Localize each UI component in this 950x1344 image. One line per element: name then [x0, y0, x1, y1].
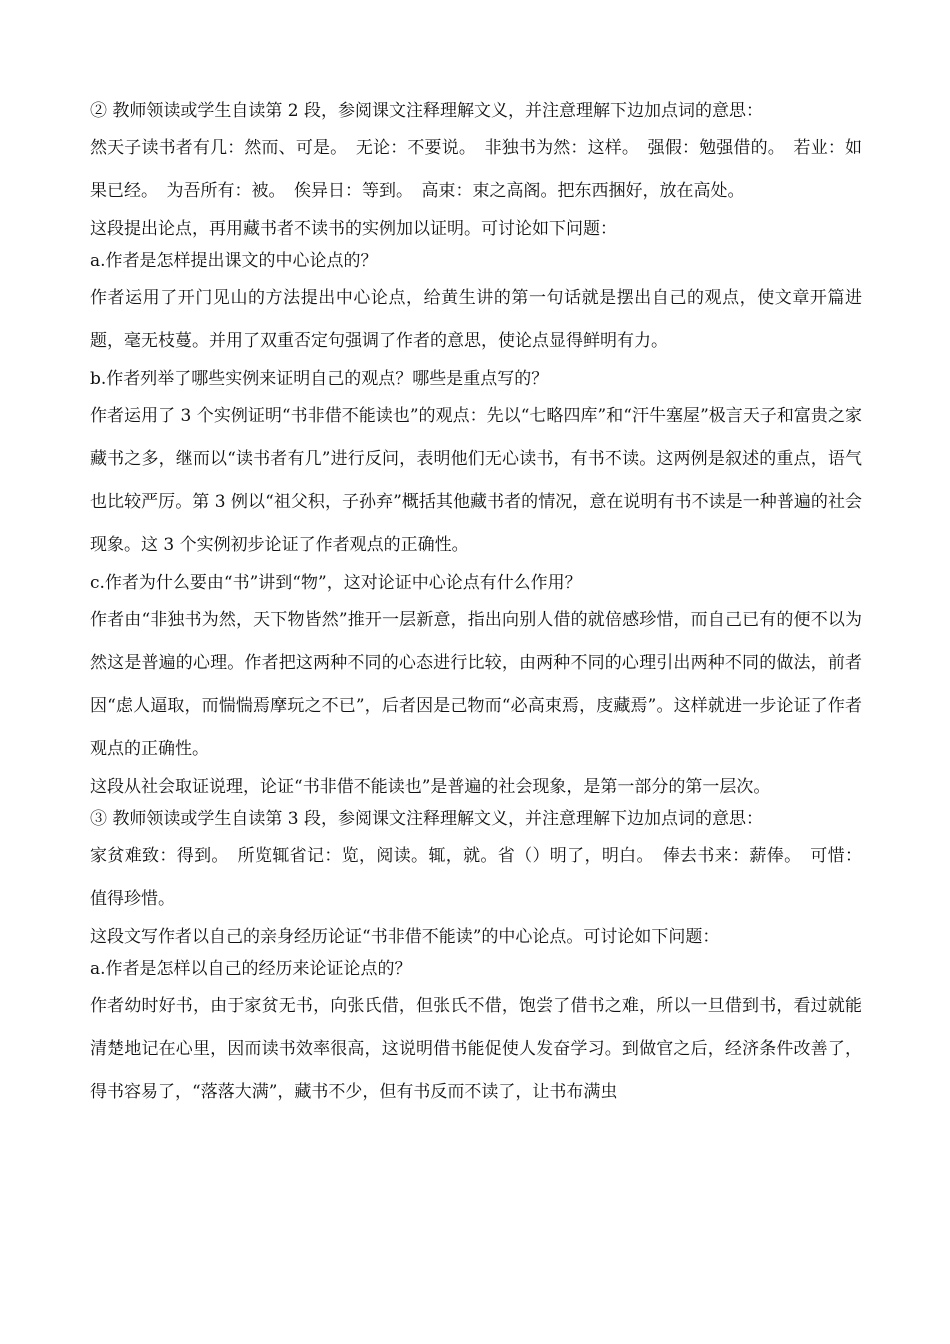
- answer-2b: 作者运用了 3 个实例证明“书非借不能读也”的观点：先以“七略四库”和“汗牛塞屋”极言天子和富贵之家藏书之多，继而以“读书者有几”进行反问，表明他们无心读书，有书不读。这两例是叙述的重点，语气也比较严厉。第 3 例以“祖父积，子孙弃”概括其他藏书者的情况，意在说明有书不读是一种普遍的社会现象。这 3 个实例初步论证了作者观点的正确性。: [90, 406, 862, 555]
- paragraph-section2-summary: 这段提出论点，再用藏书者不读书的实例加以证明。可讨论如下问题：: [90, 219, 617, 239]
- paragraph-section3-vocabulary: 家贫难致：得到。 所览辄省记：览，阅读。辄，就。省（）明了，明白。 俸去书来：薪俸。 可惜：值得珍惜。: [90, 846, 862, 909]
- paragraph-section3-instruction: ③ 教师领读或学生自读第 3 段，参阅课文注释理解文义，并注意理解下边加点词的意思：: [90, 809, 764, 829]
- paragraph-section2-conclusion: 这段从社会取证说理，论证“书非借不能读也”是普遍的社会现象，是第一部分的第一层次。: [90, 777, 771, 797]
- question-2b: b.作者列举了哪些实例来证明自己的观点？哪些是重点写的？: [90, 369, 549, 389]
- answer-2a: 作者运用了开门见山的方法提出中心论点，给黄生讲的第一句话就是摆出自己的观点，使文章开篇进题，毫无枝蔓。并用了双重否定句强调了作者的意思，使论点显得鲜明有力。: [90, 288, 862, 351]
- paragraph-section2-vocabulary: 然天子读书者有几：然而、可是。 无论：不要说。 非独书为然：这样。 强假：勉强借的。 若业：如果已经。 为吾所有：被。 俟异日：等到。 高束：束之高阁。把东西捆好，放在高处。: [90, 138, 862, 201]
- paragraph-section3-summary: 这段文写作者以自己的亲身经历论证“书非借不能读”的中心论点。可讨论如下问题：: [90, 927, 720, 947]
- question-2c: c.作者为什么要由“书”讲到“物”，这对论证中心论点有什么作用？: [90, 573, 582, 593]
- document-body: [90, 95, 862, 1114]
- question-3a: a.作者是怎样以自己的经历来论证论点的？: [90, 959, 412, 979]
- answer-2c: 作者由“非独书为然，天下物皆然”推开一层新意，指出向别人借的就倍感珍惜，而自己已有的便不以为然这是普遍的心理。作者把这两种不同的心态进行比较，由两种不同的心理引出两种不同的做法，前者因“虑人逼取，而惴惴焉摩玩之不已”，后者因是己物而“必高束焉，庋藏焉”。这样就进一步论证了作者观点的正确性。: [90, 610, 862, 759]
- answer-3a: 作者幼时好书，由于家贫无书，向张氏借，但张氏不借，饱尝了借书之难，所以一旦借到书，看过就能清楚地记在心里，因而读书效率很高，这说明借书能促使人发奋学习。到做官之后，经济条件改善了，得书容易了，“落落大满”，藏书不少，但有书反而不读了，让书布满虫: [90, 996, 862, 1102]
- question-2a: a.作者是怎样提出课文的中心论点的？: [90, 251, 378, 271]
- paragraph-section2-instruction: ② 教师领读或学生自读第 2 段，参阅课文注释理解文义，并注意理解下边加点词的意思：: [90, 101, 764, 121]
